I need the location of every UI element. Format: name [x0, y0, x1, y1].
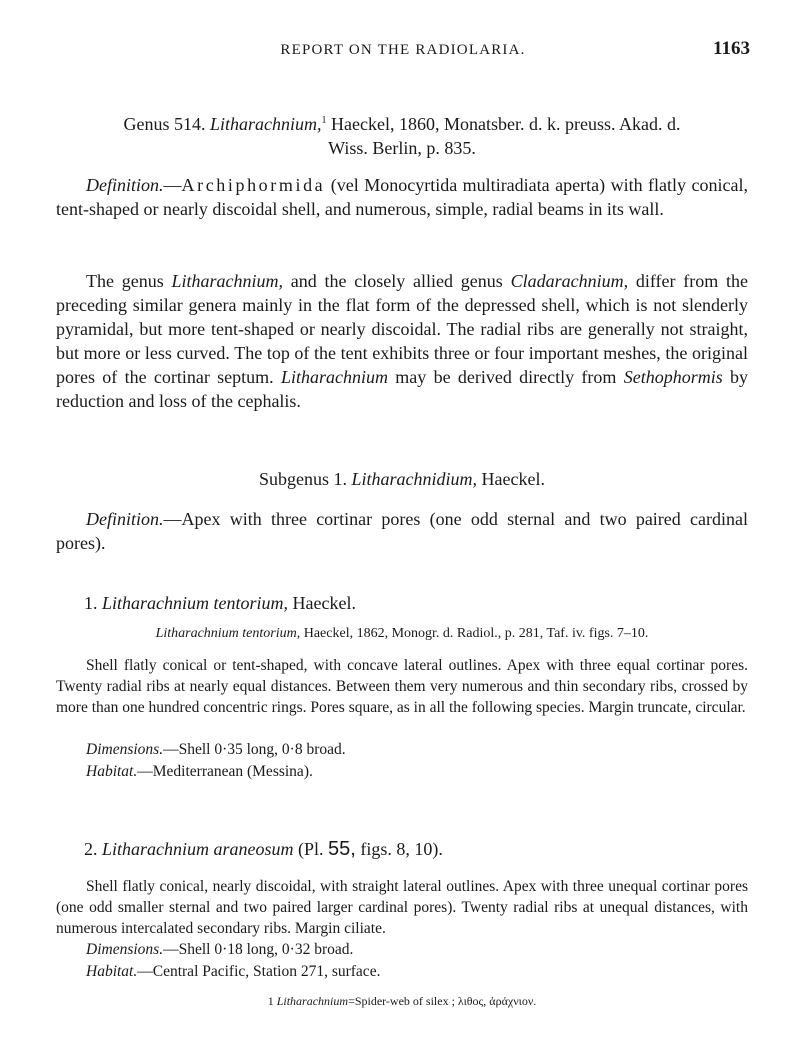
genus-citation: Haeckel, 1860, Monatsber. d. k. preuss. Akad. d.	[326, 114, 681, 134]
footnote-mark: 1	[267, 994, 277, 1008]
plate-reference-open: (Pl.	[293, 839, 329, 859]
subgenus-definition	[56, 507, 748, 555]
habitat-text: —Central Pacific, Station 271, surface.	[137, 963, 381, 980]
subgenus-name: Litharachnidium,	[351, 469, 478, 489]
habitat-text: —Mediterranean (Messina).	[137, 763, 313, 780]
footnote-marker: 1	[321, 115, 327, 126]
genus-heading-line2: Wiss. Berlin, p. 835.	[328, 138, 476, 158]
discussion-taxon: Litharachnium,	[171, 271, 284, 291]
dimensions-label: Dimensions.	[86, 941, 164, 958]
discussion-taxon: Litharachnium	[280, 367, 388, 387]
habitat-label: Habitat.	[86, 763, 138, 780]
definition-label: Definition.	[86, 175, 164, 195]
running-title: REPORT ON THE RADIOLARIA.	[280, 42, 526, 58]
footnote-term: Litharachnium	[276, 994, 349, 1008]
discussion-text: by reduction and loss of the cephalis.	[56, 367, 749, 411]
genus-name: Litharachnium,	[210, 114, 322, 134]
genus-discussion	[56, 269, 748, 413]
footnote-text: =Spider-web of silex ; λιθος, ἀράχνιον.	[348, 994, 537, 1008]
subgenus-prefix: Subgenus 1.	[259, 469, 352, 489]
footnote	[56, 993, 748, 1009]
definition-dash: —	[163, 175, 182, 195]
species-1-description: Shell flatly conical or tent-shaped, with concave lateral outlines. Apex with three equal cortinar pores. Twenty radial ribs at nearly equal distances. Between them very numerous and thin secondary ribs, crossed by more than one hundred concentric rings. Pores square, as in all the following species. Margin truncate, circular.	[56, 657, 748, 716]
genus-heading-line1	[56, 112, 748, 136]
dimensions-text: —Shell 0·18 long, 0·32 broad.	[163, 941, 354, 958]
species-author: Haeckel.	[288, 593, 356, 613]
page-number: 1163	[713, 38, 750, 59]
reference-taxon: Litharachnium tentorium,	[155, 626, 301, 641]
discussion-text: may be derived directly from	[387, 367, 624, 387]
species-name: Litharachnium araneosum	[102, 839, 294, 859]
species-1-heading	[56, 591, 748, 615]
dimensions-label: Dimensions.	[86, 741, 164, 758]
dimensions-text: —Shell 0·35 long, 0·8 broad.	[163, 741, 346, 758]
species-number: 1.	[84, 593, 102, 613]
definition-spaced-word: Archiphormida	[181, 175, 326, 195]
discussion-text: and the closely allied genus	[283, 271, 511, 291]
species-1-dimensions	[56, 739, 778, 760]
discussion-taxon: Cladarachnium,	[510, 271, 629, 291]
definition-label: Definition.	[86, 509, 164, 529]
species-2-heading	[56, 837, 748, 861]
reference-text: Haeckel, 1862, Monogr. d. Radiol., p. 281, Taf. iv. figs. 7–10.	[300, 626, 649, 641]
subgenus-heading	[56, 467, 748, 491]
running-head	[56, 38, 750, 64]
plate-reference-close: figs. 8, 10).	[355, 839, 443, 859]
species-1-habitat	[56, 761, 778, 782]
discussion-taxon: Sethophormis	[623, 367, 723, 387]
discussion-text: differ from the preceding similar genera mainly in the flat form of the depressed shell, which is not slenderly pyramidal, but more tent-shaped or nearly discoidal. The radial ribs are generally not straight, but more or less curved. The top of the tent exhibits three or four important meshes, the original pores of the cortinar septum.	[56, 271, 748, 387]
definition-text: (vel Monocyrtida multiradiata aperta) with flatly conical, tent-shaped or nearly discoidal shell, and numerous, simple, radial beams in its wall.	[56, 175, 748, 219]
species-2-description: Shell flatly conical, nearly discoidal, with straight lateral outlines. Apex with three unequal cortinar pores (one odd smaller sternal and two paired larger cardinal pores). Twenty radial ribs at unequal distances, with numerous intercalated secondary ribs. Margin ciliate.	[56, 878, 748, 937]
genus-prefix: Genus 514.	[123, 114, 206, 134]
species-name: Litharachnium tentorium,	[102, 593, 289, 613]
genus-heading	[56, 112, 748, 160]
plate-number: 55,	[328, 838, 356, 860]
habitat-label: Habitat.	[86, 963, 138, 980]
species-2-habitat	[56, 961, 778, 982]
species-1-reference	[56, 625, 748, 643]
definition-text: —Apex with three cortinar pores (one odd sternal and two paired cardinal pores).	[56, 509, 748, 553]
genus-definition	[56, 173, 748, 221]
species-number: 2.	[84, 839, 102, 859]
subgenus-author: Haeckel.	[477, 469, 545, 489]
species-2-dimensions	[56, 939, 778, 960]
discussion-text: The genus	[86, 271, 172, 291]
